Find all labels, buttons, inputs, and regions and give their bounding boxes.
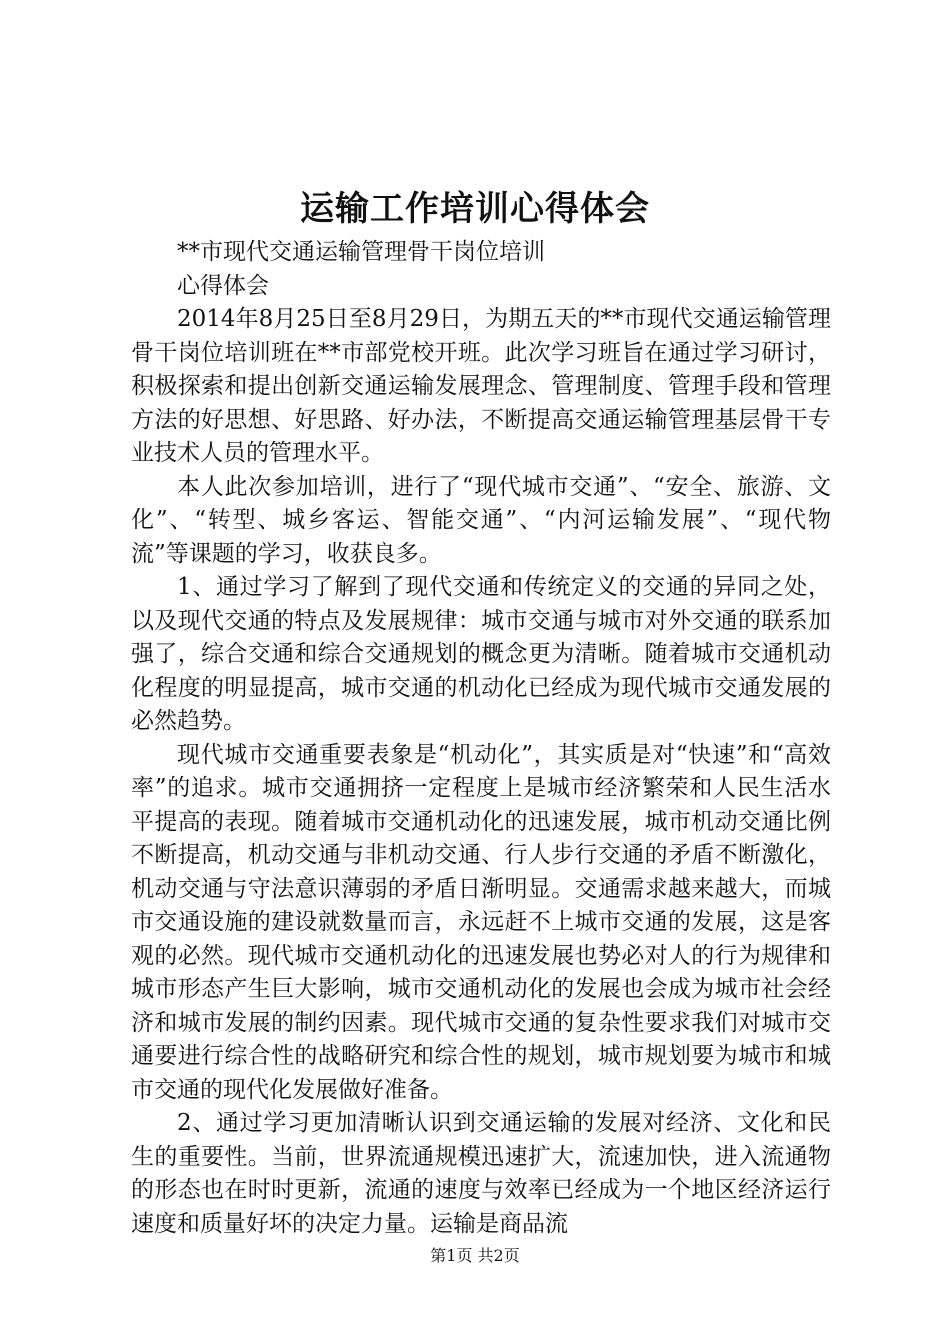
paragraph-5: 2、通过学习更加清晰认识到交通运输的发展对经济、文化和民生的重要性。当前，世界流通规模迅速扩大，流速加快，进入流通物的形态也在时时更新，流通的速度与效率已经成为一个地区经济运行速度和质量好坏的决定力量。运输是商品流	[131, 1110, 831, 1237]
page-number-footer: 第1页 共2页	[430, 1246, 520, 1265]
paragraph-1: 2014年8月25日至8月29日，为期五天的**市现代交通运输管理骨干岗位培训班在**市部党校开班。此次学习班旨在通过学习研讨，积极探索和提出创新交通运输发展理念、管理制度、管理手段和管理方法的好思想、好思路、好办法，不断提高交通运输管理基层骨干专业技术人员的管理水平。	[131, 306, 831, 466]
document-title: 运输工作培训心得体会	[300, 189, 650, 229]
paragraph-4: 现代城市交通重要表象是“机动化”，其实质是对“快速”和“高效率”的追求。城市交通拥挤一定程度上是城市经济繁荣和人民生活水平提高的表现。随着城市交通机动化的迅速发展，城市机动交通比例不断提高，机动交通与非机动交通、行人步行交通的矛盾不断激化，机动交通与守法意识薄弱的矛盾日渐明显。交通需求越来越大，而城市交通设施的建设就数量而言，永远赶不上城市交通的发展，这是客观的必然。现代城市交通机动化的迅速发展也势必对人的行为规律和城市形态产生巨大影响，城市交通机动化的发展也会成为城市社会经济和城市发展的制约因素。现代城市交通的复杂性要求我们对城市交通要进行综合性的战略研究和综合性的规划，城市规划要为城市和城市交通的现代化发展做好准备。	[131, 741, 831, 1103]
document-body	[131, 236, 831, 1241]
subtitle-line-1: **市现代交通运输管理骨干岗位培训	[177, 239, 545, 265]
paragraph-2: 本人此次参加培训，进行了“现代城市交通”、“安全、旅游、文化”、“转型、城乡客运、智能交通”、“内河运输发展”、“现代物流”等课题的学习，收获良多。	[131, 473, 831, 567]
subtitle-line-2: 心得体会	[177, 272, 269, 299]
paragraph-3: 1、通过学习了解到了现代交通和传统定义的交通的异同之处，以及现代交通的特点及发展规律：城市交通与城市对外交通的联系加强了，综合交通和综合交通规划的概念更为清晰。随着城市交通机动化程度的明显提高，城市交通的机动化已经成为现代城市交通发展的必然趋势。	[131, 574, 831, 734]
